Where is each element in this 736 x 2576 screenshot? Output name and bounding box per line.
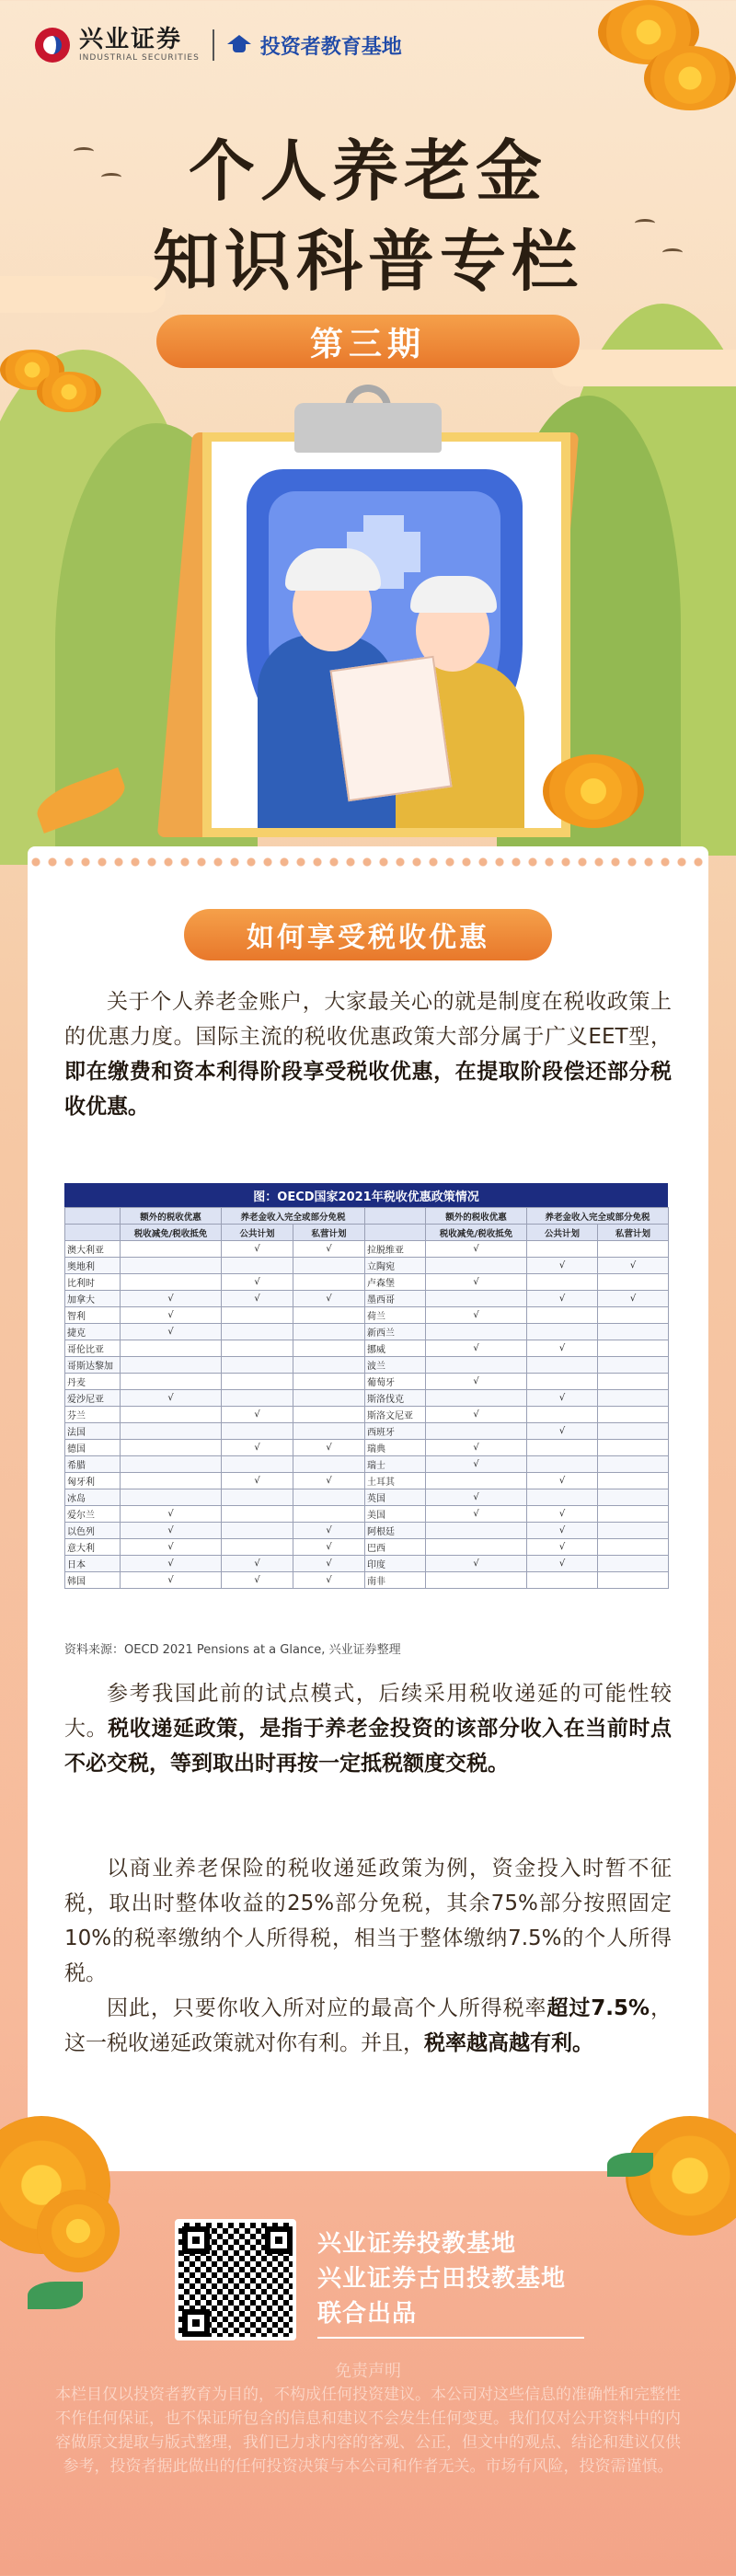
table-cell: √ (527, 1423, 598, 1440)
paragraph-bold: 税收递延政策，是指于养老金投资的该部分收入在当前时点不必交税，等到取出时再按一定抵税额度交税。 (64, 1717, 673, 1776)
table-subheader: 公共计划 (527, 1225, 598, 1241)
table-cell: √ (598, 1258, 669, 1274)
table-cell (426, 1291, 527, 1307)
table-cell (222, 1357, 293, 1374)
table-cell (527, 1489, 598, 1506)
paragraph-text: 参考我国此前的试点模式，后续采用税收递延的可能性较大。 (64, 1682, 672, 1741)
table-subheader: 税收减免/税收抵免 (426, 1225, 527, 1241)
page-title-line2: 知识科普专栏 (152, 223, 583, 300)
paragraph-intro (64, 984, 672, 1124)
table-cell (293, 1274, 365, 1291)
table-row (65, 1539, 669, 1556)
table-cell: √ (527, 1340, 598, 1357)
table-cell (222, 1523, 293, 1539)
table-row (65, 1440, 669, 1456)
table-cell (293, 1340, 365, 1357)
paragraph-example (64, 1851, 672, 1991)
table-cell (598, 1572, 669, 1589)
table-country: 意大利 (65, 1539, 121, 1556)
cloud (552, 350, 736, 386)
table-header: 养老金收入完全或部分免税 (222, 1208, 365, 1225)
divider (213, 29, 214, 61)
table-country: 智利 (65, 1307, 121, 1324)
table-cell: √ (222, 1572, 293, 1589)
table-country: 日本 (65, 1556, 121, 1572)
table-cell: √ (222, 1291, 293, 1307)
table-cell (598, 1390, 669, 1407)
table-cell (426, 1572, 527, 1589)
table-cell (121, 1407, 222, 1423)
table-cell: √ (293, 1241, 365, 1258)
table-cell (527, 1241, 598, 1258)
table-cell: √ (121, 1539, 222, 1556)
table-cell: √ (598, 1291, 669, 1307)
table-cell (121, 1374, 222, 1390)
table-country: 澳大利亚 (65, 1241, 121, 1258)
table-cell (527, 1374, 598, 1390)
table-row (65, 1258, 669, 1274)
table-country: 英国 (365, 1489, 426, 1506)
leaf-icon (607, 2153, 653, 2177)
footer-producer-2: 兴业证券古田投教基地 (317, 2265, 567, 2293)
table-cell: √ (121, 1324, 222, 1340)
table-cell: √ (293, 1523, 365, 1539)
table-cell (527, 1357, 598, 1374)
table-cell (222, 1489, 293, 1506)
disclaimer-text: 本栏目仅以投资者教育为目的，不构成任何投资建议。本公司对这些信息的准确性和完整性不作任何保证，也不保证所包含的信息和建议不会发生任何变更。我们仅对公开资料中的内容做原文提取与版式整理，我们已力求内容的客观、公正，但文中的观点、结论和建议仅供参考，投资者据此做出的任何投资决策与本公司和作者无关。市场有风险，投资需谨慎。 (55, 2386, 681, 2476)
table-cell (121, 1258, 222, 1274)
table-cell (527, 1456, 598, 1473)
table-country: 爱沙尼亚 (65, 1390, 121, 1407)
table-cell: √ (426, 1407, 527, 1423)
table-cell (598, 1374, 669, 1390)
table-cell (598, 1340, 669, 1357)
table-cell (222, 1390, 293, 1407)
table-country: 哥斯达黎加 (65, 1357, 121, 1374)
table-cell: √ (426, 1374, 527, 1390)
footer-divider (317, 2337, 584, 2339)
table-cell (293, 1324, 365, 1340)
table-cell (527, 1324, 598, 1340)
table-cell: √ (121, 1572, 222, 1589)
table-cell (222, 1456, 293, 1473)
table-country: 葡萄牙 (365, 1374, 426, 1390)
table-country: 新西兰 (365, 1324, 426, 1340)
table-subheader: 私营计划 (598, 1225, 669, 1241)
table-cell (598, 1274, 669, 1291)
table-cell (222, 1307, 293, 1324)
table-country: 斯洛伐克 (365, 1390, 426, 1407)
table-cell (293, 1506, 365, 1523)
table-cell (293, 1307, 365, 1324)
table-cell: √ (121, 1523, 222, 1539)
leaf-icon (28, 2282, 83, 2309)
table-cell: √ (293, 1440, 365, 1456)
table-cell: √ (222, 1407, 293, 1423)
table-cell (527, 1440, 598, 1456)
paragraph-text: ，这一税收递延政策就对你有利。并且， (64, 1996, 672, 2055)
table-country: 匈牙利 (65, 1473, 121, 1489)
table-row (65, 1291, 669, 1307)
table-country: 墨西哥 (365, 1291, 426, 1307)
pine-tree-left (0, 350, 101, 423)
oecd-tax-table (64, 1207, 669, 1589)
table-cell: √ (222, 1440, 293, 1456)
table-country: 巴西 (365, 1539, 426, 1556)
table-cell (222, 1423, 293, 1440)
table-row (65, 1374, 669, 1390)
table-row (65, 1523, 669, 1539)
table-row (65, 1324, 669, 1340)
footer-producer-3: 联合出品 (317, 2300, 418, 2328)
document-icon (330, 656, 453, 801)
table-cell: √ (222, 1473, 293, 1489)
table-country: 波兰 (365, 1357, 426, 1374)
table-cell (598, 1407, 669, 1423)
table-country: 印度 (365, 1556, 426, 1572)
table-country: 芬兰 (65, 1407, 121, 1423)
table-cell: √ (121, 1307, 222, 1324)
paragraph-text: 以商业养老保险的税收递延政策为例，资金投入时暂不征税，取出时整体收益的25%部分免税，其余75%部分按照固定10%的税率缴纳个人所得税，相当于整体缴纳7.5%的个人所得税。 (64, 1857, 672, 1985)
table-cell: √ (527, 1473, 598, 1489)
table-country: 卢森堡 (365, 1274, 426, 1291)
table-cell (426, 1258, 527, 1274)
paragraph-bold: 超过7.5% (546, 1996, 650, 2020)
table-row (65, 1390, 669, 1407)
table-row (65, 1489, 669, 1506)
table-cell (598, 1473, 669, 1489)
table-cell: √ (293, 1572, 365, 1589)
table-header: 额外的税收优惠 (121, 1208, 222, 1225)
table-cell: √ (426, 1506, 527, 1523)
table-cell (598, 1423, 669, 1440)
table-row (65, 1506, 669, 1523)
table-cell (598, 1506, 669, 1523)
dotted-border (28, 856, 708, 868)
chrysanthemum-icon (37, 2190, 120, 2272)
table-cell: √ (293, 1291, 365, 1307)
table-cell: √ (527, 1291, 598, 1307)
table-row (65, 1556, 669, 1572)
table-cell (222, 1374, 293, 1390)
table-row (65, 1572, 669, 1589)
table-cell: √ (293, 1473, 365, 1489)
table-cell: √ (426, 1340, 527, 1357)
grandpa-hair (285, 548, 381, 591)
table-row (65, 1274, 669, 1291)
table-country: 立陶宛 (365, 1258, 426, 1274)
table-cell: √ (426, 1274, 527, 1291)
table-country: 奥地利 (65, 1258, 121, 1274)
table-cell (222, 1539, 293, 1556)
table-source: 资料来源：OECD 2021 Pensions at a Glance, 兴业证券整理 (64, 1643, 401, 1657)
table-cell (527, 1307, 598, 1324)
paragraph-conclusion (64, 1991, 672, 2061)
table-cell: √ (527, 1506, 598, 1523)
table-cell: √ (121, 1291, 222, 1307)
table-cell (598, 1456, 669, 1473)
table-cell (222, 1340, 293, 1357)
table-cell (527, 1274, 598, 1291)
table-cell: √ (527, 1556, 598, 1572)
table-row (65, 1423, 669, 1440)
table-header: 养老金收入完全或部分免税 (527, 1208, 669, 1225)
table-country: 阿根廷 (365, 1523, 426, 1539)
table-cell (293, 1407, 365, 1423)
table-cell (293, 1423, 365, 1440)
paragraph-bold: 即在缴费和资本利得阶段享受税收优惠，在提取阶段偿还部分税收优惠。 (64, 1060, 672, 1119)
table-cell (598, 1489, 669, 1506)
issue-badge: 第三期 (156, 315, 580, 368)
table-country: 西班牙 (365, 1423, 426, 1440)
table-country: 丹麦 (65, 1374, 121, 1390)
table-cell: √ (426, 1440, 527, 1456)
table-country: 荷兰 (365, 1307, 426, 1324)
clipboard-clip (294, 403, 442, 453)
chrysanthemum-icon (626, 2116, 736, 2236)
disclaimer-title: 免责声明 (335, 2362, 401, 2381)
table-cell: √ (426, 1307, 527, 1324)
table-cell (121, 1489, 222, 1506)
table-cell (293, 1258, 365, 1274)
brand-logo-icon (35, 28, 70, 63)
graduation-cap-icon (227, 35, 251, 55)
table-country: 冰岛 (65, 1489, 121, 1506)
table-country: 加拿大 (65, 1291, 121, 1307)
table-cell: √ (222, 1241, 293, 1258)
table-country: 爱尔兰 (65, 1506, 121, 1523)
table-country: 美国 (365, 1506, 426, 1523)
table-cell: √ (121, 1506, 222, 1523)
brand-name-en: INDUSTRIAL SECURITIES (79, 53, 200, 63)
table-cell: √ (426, 1489, 527, 1506)
table-row (65, 1407, 669, 1423)
table-cell (121, 1357, 222, 1374)
table-cell: √ (527, 1390, 598, 1407)
table-header: 额外的税收优惠 (426, 1208, 527, 1225)
table-country: 土耳其 (365, 1473, 426, 1489)
table-cell: √ (527, 1539, 598, 1556)
table-cell: √ (121, 1556, 222, 1572)
chrysanthemum-icon (543, 754, 644, 828)
paragraph-text: 因此，只要你收入所对应的最高个人所得税率 (107, 1996, 547, 2020)
table-cell (222, 1324, 293, 1340)
table-cell (527, 1407, 598, 1423)
table-country: 拉脱维亚 (365, 1241, 426, 1258)
table-cell (293, 1489, 365, 1506)
table-cell: √ (121, 1390, 222, 1407)
table-country: 以色列 (65, 1523, 121, 1539)
brand-name: 兴业证券 (79, 26, 183, 53)
table-cell (426, 1324, 527, 1340)
table-cell: √ (426, 1456, 527, 1473)
table-country: 瑞士 (365, 1456, 426, 1473)
table-cell (598, 1324, 669, 1340)
table-row (65, 1357, 669, 1374)
table-cell (121, 1440, 222, 1456)
table-cell: √ (293, 1539, 365, 1556)
table-cell (121, 1456, 222, 1473)
table-cell (598, 1523, 669, 1539)
table-cell (527, 1572, 598, 1589)
table-cell (121, 1423, 222, 1440)
table-cell: √ (222, 1274, 293, 1291)
table-country: 南非 (365, 1572, 426, 1589)
table-cell (293, 1456, 365, 1473)
table-country: 法国 (65, 1423, 121, 1440)
paragraph-text: 关于个人养老金账户，大家最关心的就是制度在税收政策上的优惠力度。国际主流的税收优惠政策大部分属于广义EET型， (64, 990, 672, 1049)
table-cell (598, 1440, 669, 1456)
table-country: 德国 (65, 1440, 121, 1456)
table-cell (426, 1423, 527, 1440)
paragraph-bold: 税率越高越有利。 (424, 2031, 593, 2055)
table-cell (121, 1473, 222, 1489)
table-subheader: 税收减免/税收抵免 (121, 1225, 222, 1241)
table-cell (598, 1307, 669, 1324)
table-cell (426, 1539, 527, 1556)
table-cell (426, 1473, 527, 1489)
table-cell (121, 1274, 222, 1291)
paragraph-deferral (64, 1676, 672, 1781)
table-cell (598, 1357, 669, 1374)
table-row (65, 1340, 669, 1357)
table-cell (293, 1374, 365, 1390)
table-cell: √ (527, 1258, 598, 1274)
table-country: 斯洛文尼亚 (365, 1407, 426, 1423)
table-cell (293, 1390, 365, 1407)
table-row (65, 1456, 669, 1473)
table-cell (222, 1258, 293, 1274)
qr-code[interactable] (175, 2219, 296, 2340)
table-cell (598, 1539, 669, 1556)
table-cell: √ (222, 1556, 293, 1572)
table-cell (598, 1241, 669, 1258)
table-subheader: 私营计划 (293, 1225, 365, 1241)
table-country: 哥伦比亚 (65, 1340, 121, 1357)
section-heading: 如何享受税收优惠 (184, 909, 552, 960)
table-cell: √ (426, 1556, 527, 1572)
table-cell: √ (293, 1556, 365, 1572)
table-cell (598, 1556, 669, 1572)
table-country: 瑞典 (365, 1440, 426, 1456)
table-title: 图：OECD国家2021年税收优惠政策情况 (64, 1183, 668, 1207)
table-country: 希腊 (65, 1456, 121, 1473)
table-cell (293, 1357, 365, 1374)
table-row (65, 1473, 669, 1489)
table-subheader: 公共计划 (222, 1225, 293, 1241)
table-row (65, 1307, 669, 1324)
table-row (65, 1241, 669, 1258)
table-cell (426, 1390, 527, 1407)
table-cell (426, 1523, 527, 1539)
grandma-hair (410, 576, 497, 613)
table-country: 比利时 (65, 1274, 121, 1291)
header-logo (35, 28, 402, 63)
edu-base-name: 投资者教育基地 (259, 35, 402, 59)
table-country: 韩国 (65, 1572, 121, 1589)
table-cell: √ (527, 1523, 598, 1539)
table-cell (121, 1241, 222, 1258)
table-cell (121, 1340, 222, 1357)
table-cell (222, 1506, 293, 1523)
footer-producer-1: 兴业证券投教基地 (317, 2230, 517, 2258)
table-cell: √ (426, 1241, 527, 1258)
table-country: 捷克 (65, 1324, 121, 1340)
page-title-line1: 个人养老金 (188, 132, 547, 210)
table-cell (426, 1357, 527, 1374)
table-country: 挪威 (365, 1340, 426, 1357)
